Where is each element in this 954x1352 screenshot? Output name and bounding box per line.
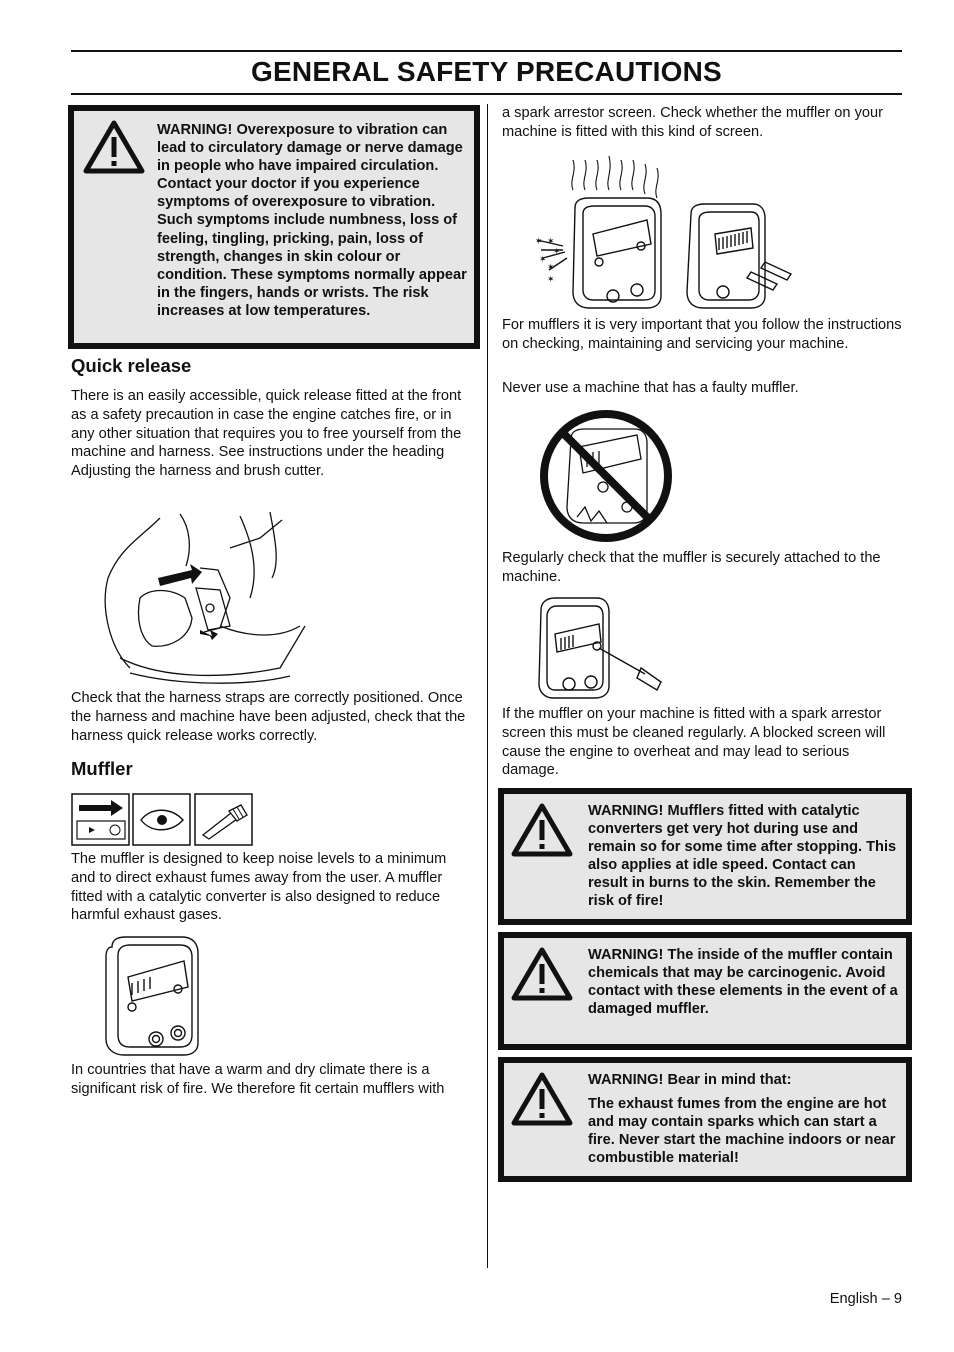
warning-chemicals-text: WARNING! The inside of the muffler contain chemicals that may be carcinogenic. Avoid contact with these elements in the event of a damaged muffler. <box>588 947 898 1018</box>
muffler-illustration <box>102 935 204 1059</box>
spark-arrestor-cleaning-text: If the muffler on your machine is fitted with a spark arrestor screen this must be cleaned regularly. A blocked screen will cause the engine to overheat and may lead to serious damage. <box>502 706 886 779</box>
warning-hot-text: WARNING! Mufflers fitted with catalytic converters get very hot during use and remain so for some time after stopping. This also applies at idle speed. Contact can result in burns to the skin. Remember the risk of fire! <box>588 803 897 910</box>
warning-box-vibration <box>68 105 480 349</box>
warning-box-chemicals <box>498 932 912 1050</box>
title-rule <box>71 93 902 95</box>
svg-text:✶: ✶ <box>539 255 547 265</box>
warning-box-exhaust <box>498 1057 912 1182</box>
muffler-screwdriver-illustration <box>535 594 669 700</box>
svg-text:✶: ✶ <box>547 275 555 285</box>
harness-check-text: Check that the harness straps are correctly positioned. Once the harness and machine have been adjusted, check that the harness quick release works correctly. <box>71 690 466 744</box>
brush-cleaning-icon <box>195 794 252 845</box>
eye-inspection-icon <box>133 794 190 845</box>
warning-triangle-icon <box>510 802 574 858</box>
warning-triangle-icon <box>82 119 146 175</box>
climate-text: In countries that have a warm and dry climate there is a significant risk of fire. We therefore fit certain mufflers with <box>71 1062 445 1097</box>
quick-release-heading: Quick release <box>71 355 192 376</box>
svg-text:✶: ✶ <box>553 247 561 257</box>
arrow-symbol-icon <box>72 794 129 845</box>
column-divider <box>487 104 488 1268</box>
warning-bear-body: The exhaust fumes from the engine are hot and may contain sparks which can start a fire. Never start the machine indoors or near combustible material! <box>588 1096 896 1167</box>
maintenance-symbols <box>71 793 255 847</box>
quick-release-text: There is an easily accessible, quick release fitted at the front as a safety precaution in case the engine catches fire, or in any other situation that requires you to free yourself from the machine and harness. See instructions under the heading Adjusting the harness and brush cutter. <box>71 388 462 480</box>
svg-text:✶: ✶ <box>547 263 555 273</box>
warning-exhaust-text <box>588 1071 898 1167</box>
warning-triangle-icon <box>510 946 574 1002</box>
top-rule <box>71 50 902 52</box>
muffler-attached-text: Regularly check that the muffler is securely attached to the machine. <box>502 550 881 585</box>
svg-text:✶: ✶ <box>547 237 555 247</box>
page-title: GENERAL SAFETY PRECAUTIONS <box>251 56 722 87</box>
muffler-text: The muffler is designed to keep noise levels to a minimum and to direct exhaust fumes away from the user. A muffler fitted with a catalytic converter is also designed to reduce harmful exhaust gases. <box>71 851 447 924</box>
warning-triangle-icon <box>510 1071 574 1127</box>
warning-bear-title: WARNING! Bear in mind that: <box>588 1072 792 1088</box>
warning-box-hot-muffler <box>498 788 912 925</box>
muffler-heading: Muffler <box>71 758 133 779</box>
prohibition-faulty-muffler-illustration <box>537 407 675 545</box>
spark-arrestor-illustration <box>533 150 795 316</box>
warning-vibration-text: WARNING! Overexposure to vibration can lead to circulatory damage or nerve damage in people who have impaired circulation. Contact your doctor if you experience symptoms of overexposure to vibration. Such symptoms include numbness, loss of feeling, tingling, pricking, pain, loss of strength, changes in skin colour or condition. These symptoms normally appear in the fingers, hands or wrists. The risk increases at low temperatures. <box>157 122 467 319</box>
spark-arrestor-text: a spark arrestor screen. Check whether the muffler on your machine is fitted with this kind of screen. <box>502 105 883 140</box>
page-number: English – 9 <box>829 1291 902 1307</box>
harness-quick-release-illustration <box>100 508 312 688</box>
muffler-instructions-text: For mufflers it is very important that you follow the instructions on checking, maintaining and servicing your machine. <box>502 317 902 352</box>
faulty-muffler-text: Never use a machine that has a faulty muffler. <box>502 380 799 396</box>
svg-text:✶: ✶ <box>535 237 543 247</box>
